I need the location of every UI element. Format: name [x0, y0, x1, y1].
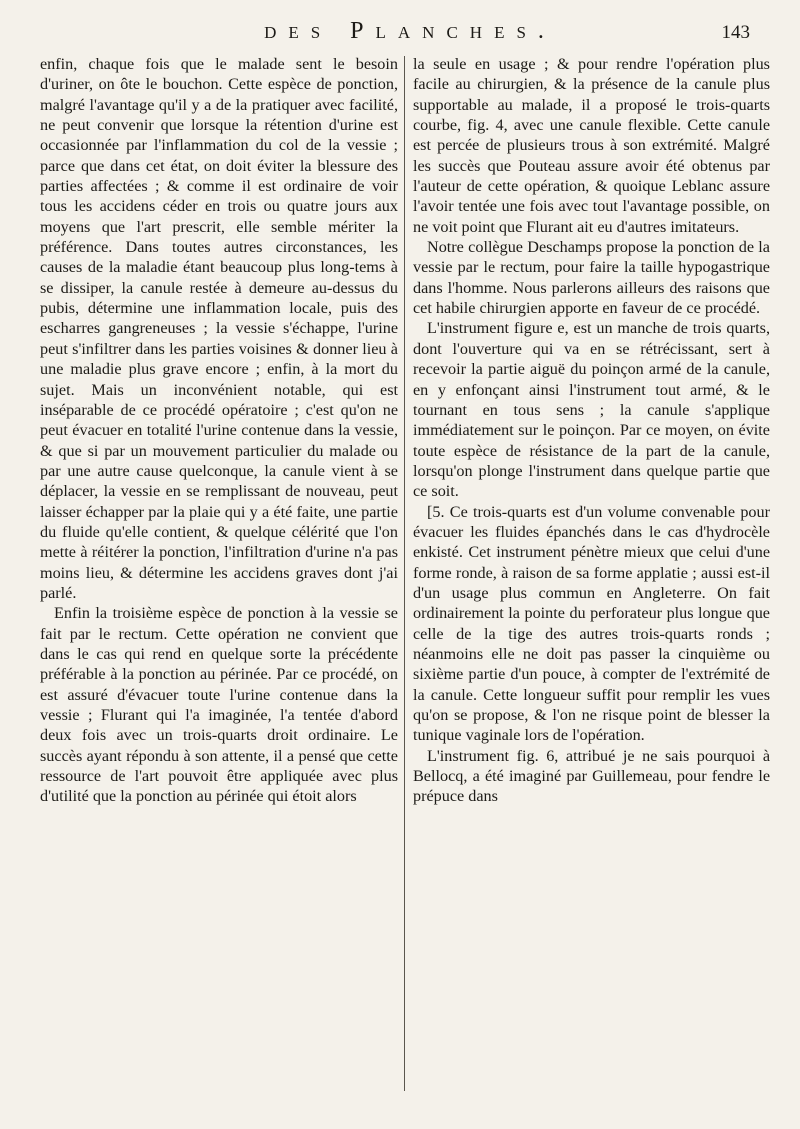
paragraph: la seule en usage ; & pour rendre l'opération plus facile au chirurgien, & la présence de la canule plus supportable au malade, il a proposé le trois-quarts courbe, fig. 4, avec une canule flexible. Cette canule est percée de plusieurs trous à son extrémité. Malgré les succès que Pouteau assure avoir été obtenus par l'auteur de cette opération, & quoique Leblanc assure l'avoir tentée une fois avec tout l'avantage possible, on ne voit point que Flurant ait eu d'autres imitateurs. — [413, 55, 770, 236]
column-divider — [404, 56, 405, 1091]
running-title: des Planches. — [264, 18, 556, 44]
paragraph: enfin, chaque fois que le malade sent le besoin d'uriner, on ôte le bouchon. Cette espèce de ponction, malgré l'avantage qu'il y a de la pratiquer avec facilité, ne peut convenir que lorsque la rétention d'urine est occasionnée par l'inflammation du col de la vessie ; parce que dans cet état, on doit éviter la blessure des parties affectées ; & comme il est ordinaire de voir tous les accidens céder en trois ou quatre jours aux moyens que l'art prescrit, elle semble mériter la préférence. Dans toutes autres circonstances, les causes de la maladie étant beaucoup plus long-tems à se dissiper, la canule restée à demeure au-dessus du pubis, détermine une inflammation locale, puis des escharres gangreneuses ; la vessie s'échappe, l'urine peut s'infiltrer dans les parties voisines & donner lieu à une maladie plus grave encore ; enfin, à la mort du sujet. Mais un inconvénient notable, qui est inséparable de ce procédé opératoire ; c'est qu'on ne peut évacuer en totalité l'urine contenue dans la vessie, & que si par un mouvement particulier du malade ou par une autre cause quelconque, la canule vient à se déplacer, la vessie en se remplissant de nouveau, peut laisser échapper par la plaie qui y a été faite, une partie du fluide qu'elle contient, & quelque célérité que l'on mette à réitérer la ponction, l'infiltration d'urine n'a pas moins lieu, & détermine les accidens graves dont j'ai parlé. — [40, 55, 398, 602]
paragraph: Enfin la troisième espèce de ponction à la vessie se fait par le rectum. Cette opération ne convient que dans le cas qui rend en quelque sorte la précédente préférable à la ponction au périnée. Par ce procédé, on est assuré d'évacuer toute l'urine contenue dans la vessie ; Flurant qui l'a imaginée, l'a tentée d'abord deux fois avec un trois-quarts droit ordinaire. Le succès ayant répondu à son attente, il a pensé que cette ressource de l'art pouvoit être appliquée avec plus d'utilité que la ponction au périnée qui étoit alors — [40, 604, 398, 806]
paragraph: L'instrument figure e, est un manche de trois quarts, dont l'ouverture qui va en se rétrécissant, sert à recevoir la partie aiguë du poinçon armé de la canule, en y enfonçant ainsi l'instrument tout armé, & le tournant en tous sens ; la canule s'applique immédiatement sur le poinçon. Par ce moyen, on évite toute espèce de résistance de la part de la canule, lorsqu'on plonge l'instrument dans quelque partie que ce soit. — [413, 319, 770, 501]
page-header — [60, 16, 760, 50]
page-number: 143 — [721, 22, 750, 43]
left-column — [40, 54, 398, 807]
paragraph: [5. Ce trois-quarts est d'un volume convenable pour évacuer les fluides épanchés dans le cas d'hydrocèle enkisté. Cet instrument pénètre mieux que celui d'une forme ronde, à raison de sa forme applatie ; aussi est-il d'un usage plus commun en Angleterre. On fait ordinairement la pointe du perforateur plus longue que celle de la tige des autres trois-quarts ronds ; néanmoins elle ne doit pas passer la cinquième ou sixième partie d'un pouce, à compter de l'extrémité de la canule. Cette longueur suffit pour remplir les vues qu'on se propose, & l'on ne risque point de blesser la tunique vaginale lors de l'opération. — [413, 502, 770, 745]
paragraph: Notre collègue Deschamps propose la ponction de la vessie par le rectum, pour faire la taille hypogastrique dans l'homme. Nous parlerons ailleurs des raisons que cet habile chirurgien apporte en faveur de ce procédé. — [413, 238, 770, 318]
paragraph: L'instrument fig. 6, attribué je ne sais pourquoi à Bellocq, a été imaginé par Guillemeau, pour fendre le prépuce dans — [413, 746, 770, 806]
right-column — [413, 54, 770, 807]
